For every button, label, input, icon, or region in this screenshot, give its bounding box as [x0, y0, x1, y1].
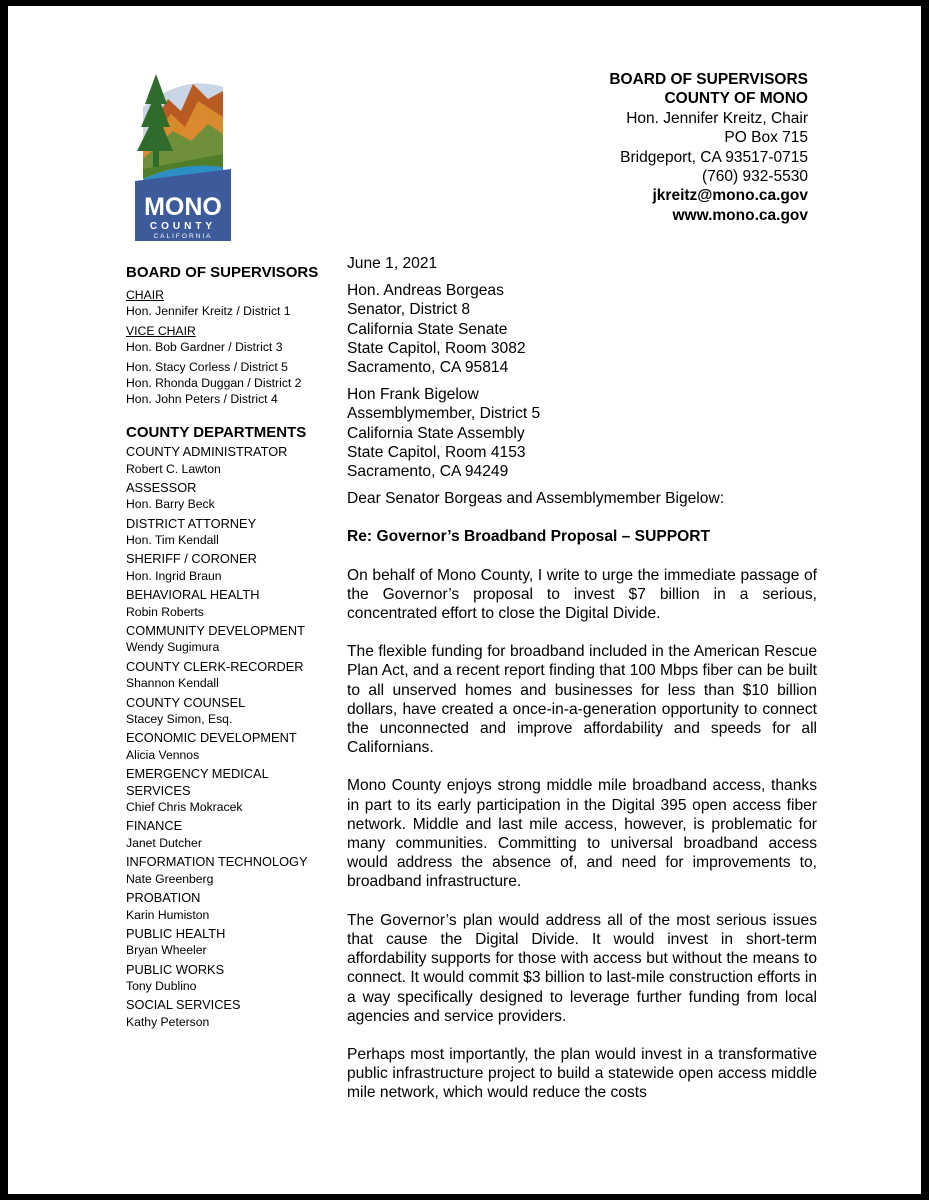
letterhead-city: Bridgeport, CA 93517-0715: [620, 148, 808, 166]
recipient-line: Senator, District 8: [347, 301, 471, 319]
letter-body: [347, 254, 817, 1122]
department-head: Hon. Ingrid Braun: [126, 568, 222, 583]
letter-date: June 1, 2021: [347, 255, 438, 272]
recipient-line: State Capitol, Room 4153: [347, 443, 526, 461]
letterhead-po-box: PO Box 715: [724, 129, 808, 147]
board-title: BOARD OF SUPERVISORS: [126, 264, 319, 281]
body-paragraph: Perhaps most importantly, the plan would invest in a transformative public infrastructure project to build a statewide open access middle mile network, which would reduce the costs: [347, 1045, 817, 1102]
department-head: Nate Greenberg: [126, 871, 214, 886]
department-head: Janet Dutcher: [126, 835, 202, 850]
logo-name: MONO: [144, 193, 222, 221]
mountain-river-logo-icon: [123, 69, 243, 241]
board-member: Hon. Stacy Corless / District 5: [126, 360, 288, 374]
recipient-assemblymember: [347, 385, 817, 481]
department-head: Kathy Peterson: [126, 1014, 210, 1029]
vice-chair-label: VICE CHAIR: [126, 324, 196, 338]
letterhead-board: BOARD OF SUPERVISORS: [609, 71, 808, 88]
letterhead-website[interactable]: www.mono.ca.gov: [672, 206, 808, 224]
department-name: INFORMATION TECHNOLOGY: [126, 854, 308, 870]
recipient-senator: [347, 281, 817, 377]
body-paragraph: The Governor’s plan would address all of the most serious issues that cause the Digital Divide. It would invest in short-term affordability supports for those with access but without the means to connect. It would commit $3 billion to last-mile construction efforts in a way specifically designed to leverage further funding from local agencies and service providers.: [347, 911, 817, 1025]
department-head: Hon. Tim Kendall: [126, 533, 219, 548]
department-name: PUBLIC WORKS: [126, 961, 225, 977]
body-paragraph: The flexible funding for broadband included in the American Rescue Plan Act, and a recent report finding that 100 Mbps fiber can be built to all unserved homes and businesses for less than $10 billion dollars, have created a once-in-a-generation opportunity to connect the unconnected and improve affordability and speeds for all Californians.: [347, 643, 817, 757]
department-name: SOCIAL SERVICES: [126, 997, 241, 1013]
letterhead-email[interactable]: jkreitz@mono.ca.gov: [652, 187, 808, 205]
vice-chair-name: Hon. Bob Gardner / District 3: [126, 340, 283, 354]
mono-county-logo: [123, 69, 243, 241]
recipient-line: Sacramento, CA 95814: [347, 359, 509, 377]
department-name: COMMUNITY DEVELOPMENT: [126, 622, 305, 638]
letterhead-county: COUNTY OF MONO: [664, 90, 808, 108]
body-paragraph: Mono County enjoys strong middle mile broadband access, thanks in part to its early participation in the Digital 395 open access fiber network. Middle and last mile access, however, is problematic for many communities. Committing to universal broadband access would address the absence of, and need for improvements to, broadband infrastructure.: [347, 777, 817, 891]
department-name: COUNTY ADMINISTRATOR: [126, 444, 288, 459]
department-name: ECONOMIC DEVELOPMENT: [126, 730, 297, 746]
department-head: Chief Chris Mokracek: [126, 800, 243, 815]
department-name: BEHAVIORAL HEALTH: [126, 587, 260, 603]
department-name: EMERGENCY MEDICAL SERVICES: [126, 766, 269, 798]
department-head: Karin Humiston: [126, 907, 210, 922]
sidebar: [126, 264, 336, 1033]
department-head: Robert C. Lawton: [126, 461, 221, 476]
recipient-line: California State Assembly: [347, 424, 525, 442]
recipient-line: California State Senate: [347, 320, 508, 338]
chair-label: CHAIR: [126, 288, 164, 302]
departments-title: COUNTY DEPARTMENTS: [126, 424, 307, 441]
recipient-line: Hon Frank Bigelow: [347, 386, 479, 404]
department-name: SHERIFF / CORONER: [126, 551, 257, 567]
department-head: Shannon Kendall: [126, 676, 219, 691]
board-member: Hon. Rhonda Duggan / District 2: [126, 376, 302, 390]
department-name: COUNTY CLERK-RECORDER: [126, 658, 304, 674]
body-paragraph: On behalf of Mono County, I write to urge the immediate passage of the Governor’s proposal to invest $7 billion in a serious, concentrated effort to close the Digital Divide.: [347, 566, 817, 623]
department-name: PROBATION: [126, 890, 201, 906]
chair-name: Hon. Jennifer Kreitz / District 1: [126, 304, 291, 318]
subject-line: Re: Governor’s Broadband Proposal – SUPPORT: [347, 528, 711, 546]
logo-county: COUNTY: [149, 221, 217, 232]
department-head: Robin Roberts: [126, 604, 204, 619]
department-head: Stacey Simon, Esq.: [126, 712, 233, 727]
department-name: PUBLIC HEALTH: [126, 925, 226, 941]
board-member: Hon. John Peters / District 4: [126, 392, 278, 406]
recipient-line: Hon. Andreas Borgeas: [347, 282, 504, 300]
department-name: ASSESSOR: [126, 479, 197, 495]
department-name: FINANCE: [126, 818, 183, 834]
letterhead: [609, 70, 808, 225]
letterhead-chair: Hon. Jennifer Kreitz, Chair: [626, 109, 808, 127]
department-head: Alicia Vennos: [126, 747, 200, 762]
department-head: Bryan Wheeler: [126, 943, 207, 958]
recipient-line: State Capitol, Room 3082: [347, 339, 526, 357]
department-head: Hon. Barry Beck: [126, 497, 215, 512]
letterhead-phone: (760) 932-5530: [702, 168, 808, 186]
letter-page: [8, 6, 921, 1194]
logo-state: CALIFORNIA: [153, 233, 213, 240]
department-name: COUNTY COUNSEL: [126, 694, 246, 710]
recipient-line: Assemblymember, District 5: [347, 405, 541, 423]
department-name: DISTRICT ATTORNEY: [126, 515, 257, 531]
department-head: Tony Dublino: [126, 979, 197, 994]
department-head: Wendy Sugimura: [126, 640, 220, 655]
salutation: Dear Senator Borgeas and Assemblymember Bigelow:: [347, 490, 725, 508]
recipient-line: Sacramento, CA 94249: [347, 463, 509, 481]
